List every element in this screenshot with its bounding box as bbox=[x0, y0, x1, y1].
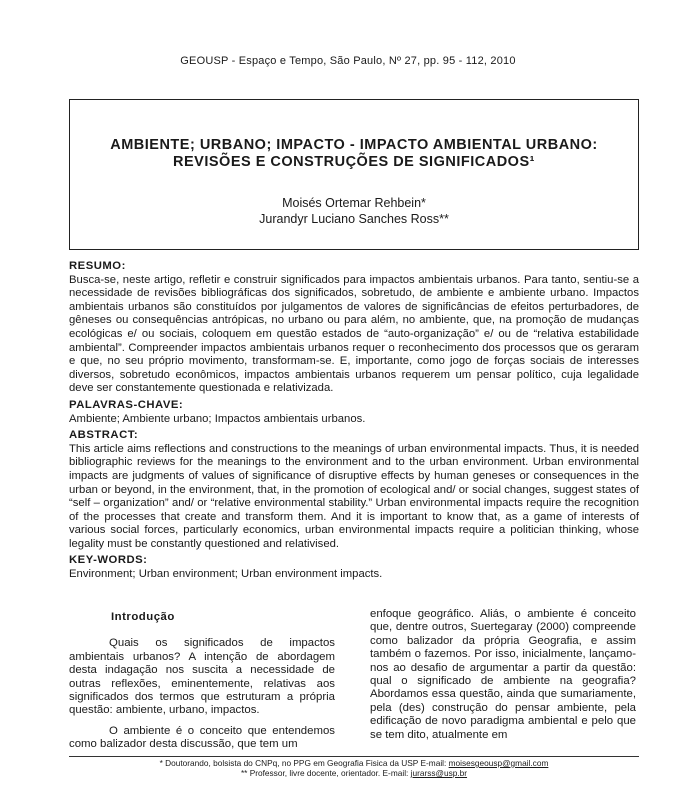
title-line-1: AMBIENTE; URBANO; IMPACTO - IMPACTO AMBIENTAL URBANO: bbox=[110, 137, 598, 153]
key-words-text: Environment; Urban environment; Urban environment impacts. bbox=[69, 568, 383, 581]
author-1: Moisés Ortemar Rehbein* bbox=[282, 196, 426, 210]
right-column bbox=[370, 608, 636, 742]
title-line-2: REVISÕES E CONSTRUÇÕES DE SIGNIFICADOS¹ bbox=[173, 154, 535, 170]
left-paragraph-1: Quais os significados de impactos ambientais urbanos? A intenção de abordagem desta indagação nos suscita a necessidade de outras reflexões, eminentemente, relativas aos significados dos termos que estruturam a própria questão: ambiente, urbano, impactos. bbox=[69, 637, 335, 717]
author-2: Jurandyr Luciano Sanches Ross** bbox=[259, 212, 449, 226]
footnote-1-text: * Doutorando, bolsista do CNPq, no PPG em Geografia Fisica da USP E-mail: bbox=[159, 758, 447, 768]
abstract-text: This article aims reflections and constructions to the meanings of urban environmental impacts. Thus, it is needed bibliographic reviews for the meanings to the environment and to the urban environment. Urban environmental impacts are judgments of values of significance of disruptive effects by human geneses or consequences in the urban or beyond, in the environment, that, in the promotion of ecological and/ or social changes, suggest states of “self – organization” and/ or “relative environmental stability.” Urban environmental impacts require the recognition of the processes that create and transform them. And it is important to know that, as a game of interests of various social forces, particularly economics, urban environmental impacts require a politician thinking, whose legality must be constantly questioned and relativised. bbox=[69, 442, 639, 550]
intro-heading: Introdução bbox=[111, 611, 175, 623]
footnotes bbox=[69, 756, 639, 778]
left-paragraph-2: O ambiente é o conceito que entendemos como balizador desta discussão, que tem um bbox=[69, 724, 335, 751]
resumo-label: RESUMO: bbox=[69, 260, 126, 272]
footnote-2-text: ** Professor, livre docente, orientador. E-mail: bbox=[240, 768, 409, 778]
footnote-1 bbox=[69, 758, 639, 768]
right-paragraph-1: enfoque geográfico. Aliás, o ambiente é conceito que, dentre outros, Suertegaray (2000) compreende como balizador da própria Geografia, e assim também o fazemos. Por isso, inicialmente, lançamo-nos ao desafio de argumentar a partir da questão: qual o significado de ambiente na geografia? Abordamos essa questão, ainda que sumariamente, pela (des) construção do pensar ambiente, pela edificação de novo paradigma ambiental e pelo que se tem dito, atualmente em bbox=[370, 608, 636, 741]
abstract-label: ABSTRACT: bbox=[69, 429, 139, 442]
palavras-chave-label: PALAVRAS-CHAVE: bbox=[69, 398, 184, 411]
resumo-text: Busca-se, neste artigo, refletir e construir significados para impactos ambientais urbanos. Para tanto, sentiu-se a necessidade de revisões bibliográficas dos significados, sobretudo, de ambiente e ambiente urbano. Impactos ambientais urbanos são constituídos por julgamentos de valores de significâncias de efeitos perturbadores, de gêneses ou consequências antrópicas, no urbano ou para além, no ambiente, que, na promoção de mudanças ecológicas e/ ou sociais, coloquem em questão estados de “auto-organização” e/ ou de “relativa estabilidade ambiental”. Compreender impactos ambientais urbanos requer o reconhecimento dos processos que os geraram e que, no seu próprio movimento, transformam-se. E, importante, como jogo de forças sociais de interesses diversos, sobretudo econômicos, impactos ambientais urbanos requerem um pensar político, cuja legalidade deve ser constantemente questionada e relativizada. bbox=[69, 273, 639, 395]
key-words-label: KEY-WORDS: bbox=[69, 554, 148, 567]
footnote-1-email-link[interactable]: moisesgeousp@gmail.com bbox=[448, 758, 549, 768]
journal-header: GEOUSP - Espaço e Tempo, São Paulo, Nº 27, pp. 95 - 112, 2010 bbox=[180, 55, 516, 67]
footnote-2 bbox=[69, 768, 639, 778]
title-box bbox=[69, 99, 639, 250]
body-columns bbox=[69, 608, 639, 751]
abstract-section bbox=[69, 260, 639, 582]
article-title bbox=[70, 137, 638, 171]
footnote-2-email-link[interactable]: jurarss@usp.br bbox=[410, 768, 468, 778]
left-column bbox=[69, 611, 335, 752]
palavras-chave-text: Ambiente; Ambiente urbano; Impactos ambientais urbanos. bbox=[69, 412, 366, 425]
